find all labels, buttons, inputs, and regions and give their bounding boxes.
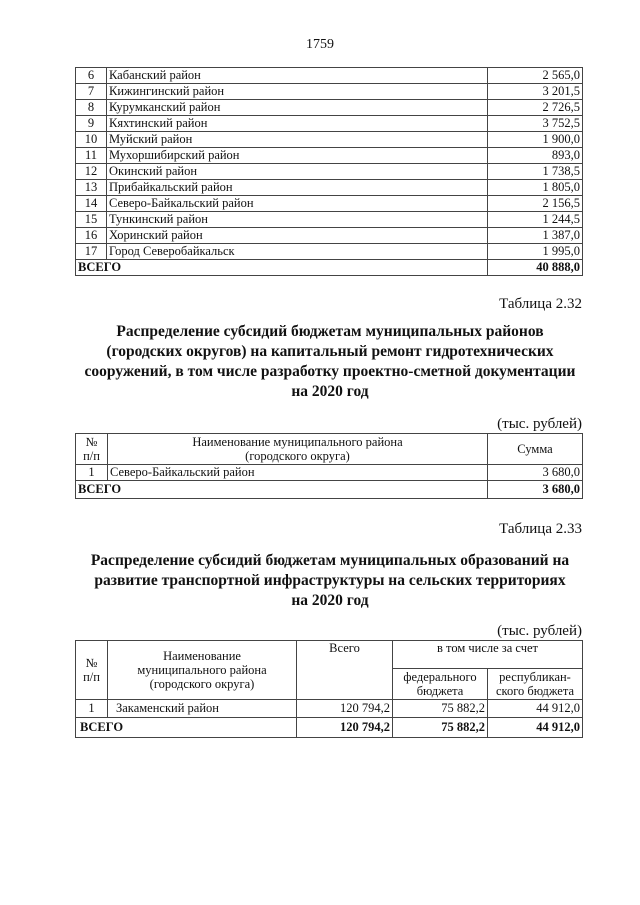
table-3-units: (тыс. рублей) [497,623,582,639]
table-row [76,700,583,718]
table-row [76,84,583,100]
cell-num: 9 [76,116,107,132]
header-republic: республикан- ского бюджета [488,669,583,700]
total-row [76,260,583,276]
cell-name: Закаменский район [108,700,297,718]
table-2-label: Таблица 2.32 [499,296,582,312]
cell-num: 7 [76,84,107,100]
cell-sum: 1 738,5 [488,164,583,180]
table-2-units: (тыс. рублей) [497,416,582,432]
title-line: сооружений, в том числе разработку проектно-сметной документации [84,363,576,380]
header-num: № п/п [76,641,108,700]
table-3-title [60,551,600,611]
cell-num: 15 [76,212,107,228]
table-row [76,132,583,148]
header-including: в том числе за счет [393,641,583,669]
total-federal: 75 882,2 [393,718,488,738]
cell-sum: 1 900,0 [488,132,583,148]
cell-num: 16 [76,228,107,244]
cell-num: 1 [76,700,108,718]
table-row [76,148,583,164]
title-line: Распределение субсидий бюджетам муниципальных образований на [90,552,570,569]
cell-sum: 3 680,0 [488,465,583,481]
table-row [76,68,583,84]
table-3 [75,640,583,738]
cell-num: 6 [76,68,107,84]
cell-num: 1 [76,465,108,481]
cell-sum: 2 156,5 [488,196,583,212]
header-name: Наименование муниципального района (городского округа) [108,434,488,465]
title-line: на 2020 год [291,592,369,609]
cell-sum: 893,0 [488,148,583,164]
cell-num: 13 [76,180,107,196]
cell-name: Курумканский район [107,100,488,116]
total-total: 120 794,2 [297,718,393,738]
cell-name: Город Северобайкальск [107,244,488,260]
cell-name: Хоринский район [107,228,488,244]
cell-num: 8 [76,100,107,116]
total-sum: 40 888,0 [488,260,583,276]
cell-sum: 3 201,5 [488,84,583,100]
cell-name: Муйский район [107,132,488,148]
cell-name: Северо-Байкальский район [107,196,488,212]
total-republic: 44 912,0 [488,718,583,738]
header-num: № п/п [76,434,108,465]
header-total: Всего [297,641,393,700]
total-row [76,718,583,738]
table-row [76,212,583,228]
table-row [76,465,583,481]
cell-name: Кабанский район [107,68,488,84]
cell-sum: 1 995,0 [488,244,583,260]
table-row [76,164,583,180]
cell-sum: 3 752,5 [488,116,583,132]
cell-sum: 2 726,5 [488,100,583,116]
header-name: Наименование муниципального района (городского округа) [108,641,297,700]
cell-sum: 1 805,0 [488,180,583,196]
total-row [76,481,583,499]
cell-name: Тункинский район [107,212,488,228]
cell-num: 14 [76,196,107,212]
header-sum: Сумма [488,434,583,465]
title-line: развитие транспортной инфраструктуры на сельских территориях [94,572,566,589]
table-header-row [76,434,583,465]
header-federal: федерального бюджета [393,669,488,700]
total-label: ВСЕГО [76,481,488,499]
cell-republic: 44 912,0 [488,700,583,718]
cell-sum: 1 244,5 [488,212,583,228]
table-row [76,100,583,116]
cell-name: Мухоршибирский район [107,148,488,164]
table-row [76,180,583,196]
cell-federal: 75 882,2 [393,700,488,718]
cell-name: Кяхтинский район [107,116,488,132]
total-label: ВСЕГО [76,260,488,276]
table-row [76,116,583,132]
cell-name: Прибайкальский район [107,180,488,196]
title-line: (городских округов) на капитальный ремонт гидротехнических [106,343,554,360]
total-sum: 3 680,0 [488,481,583,499]
table-row [76,196,583,212]
cell-num: 10 [76,132,107,148]
table-row [76,228,583,244]
cell-name: Кижингинский район [107,84,488,100]
cell-name: Окинский район [107,164,488,180]
cell-name: Северо-Байкальский район [108,465,488,481]
table-2-title [60,322,600,402]
cell-num: 11 [76,148,107,164]
table-3-label: Таблица 2.33 [499,521,582,537]
table-header-row [76,641,583,669]
table-1 [75,67,583,276]
cell-total: 120 794,2 [297,700,393,718]
table-row [76,244,583,260]
table-2 [75,433,583,499]
cell-sum: 1 387,0 [488,228,583,244]
cell-num: 17 [76,244,107,260]
title-line: на 2020 год [291,383,369,400]
cell-num: 12 [76,164,107,180]
total-label: ВСЕГО [76,718,297,738]
title-line: Распределение субсидий бюджетам муниципальных районов [116,323,544,340]
cell-sum: 2 565,0 [488,68,583,84]
page-number: 1759 [306,37,334,52]
